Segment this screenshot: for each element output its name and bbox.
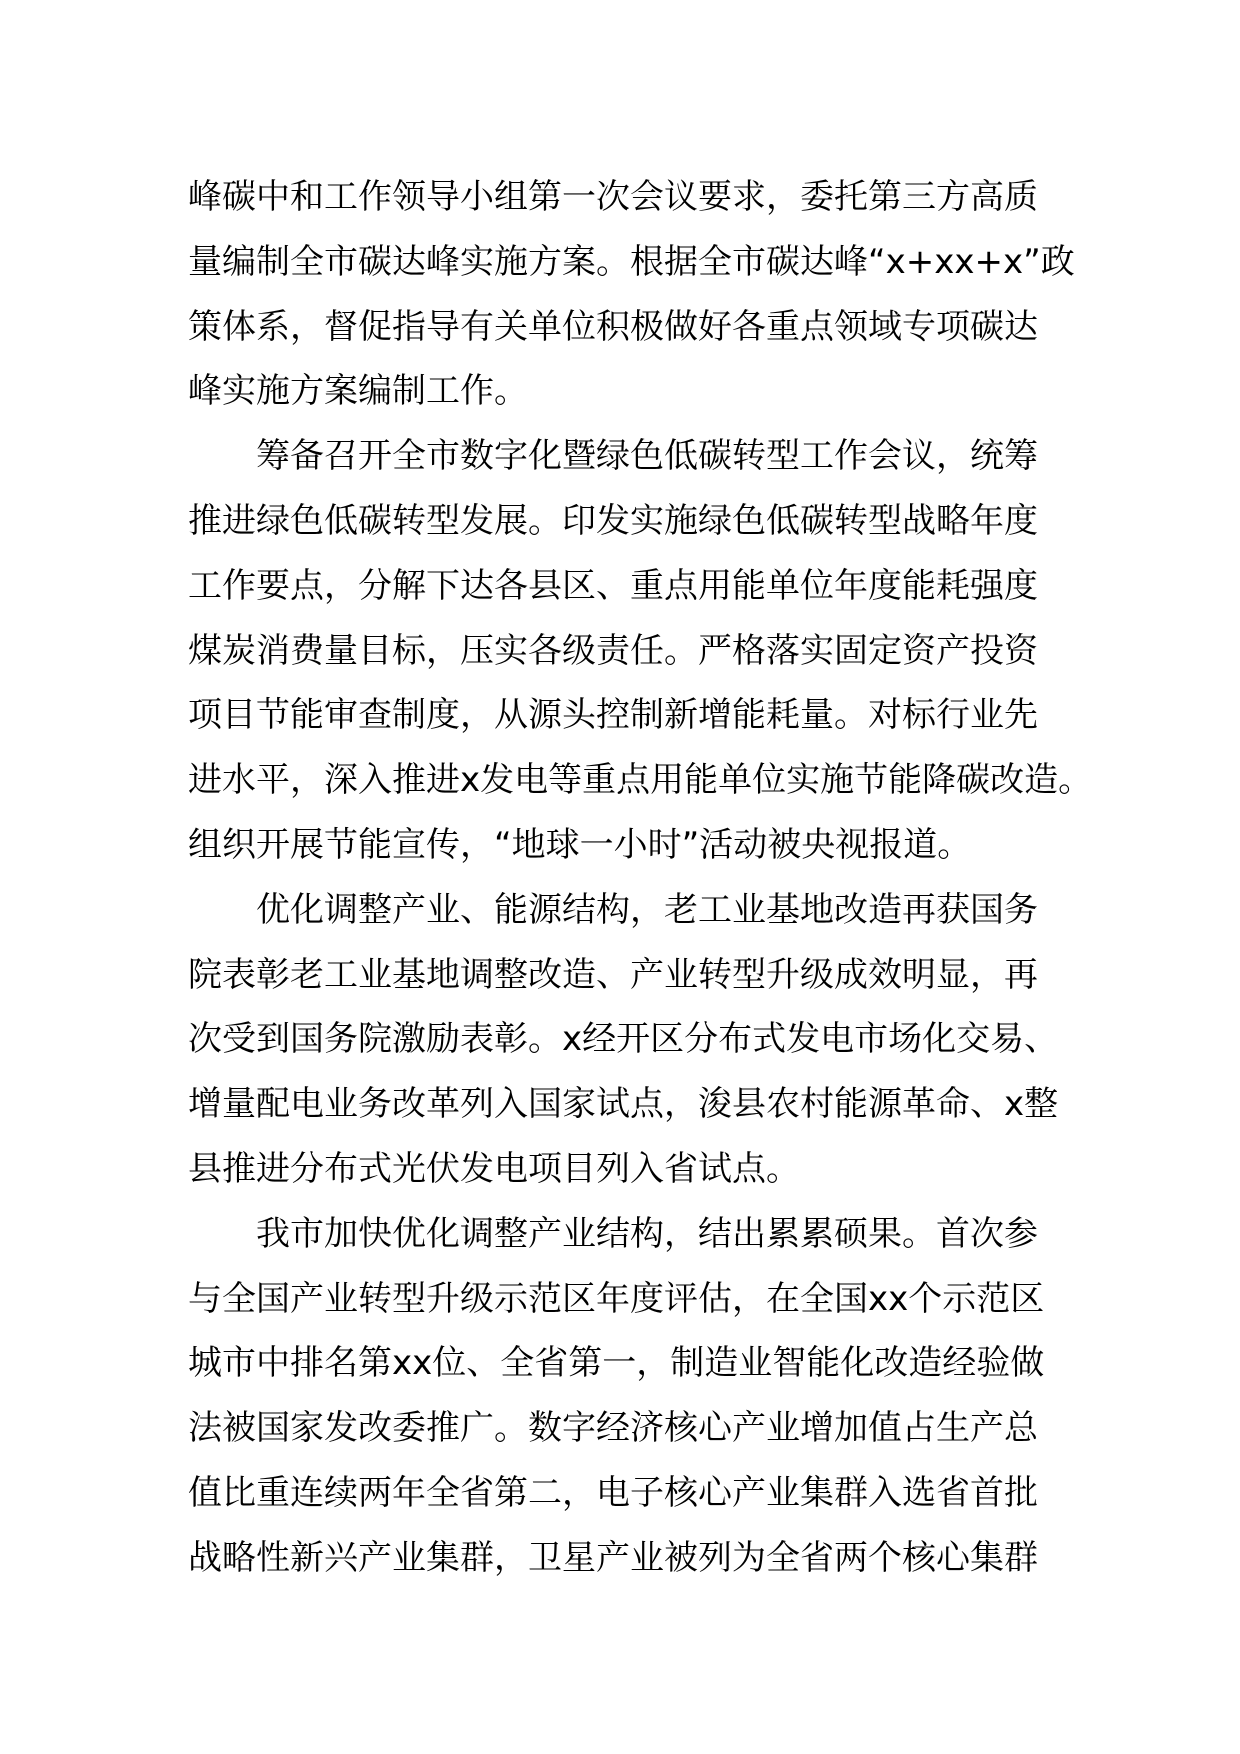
text-line: 院表彰老工业基地调整改造、产业转型升级成效明显，再 (188, 954, 1038, 995)
text-line: 县推进分布式光伏发电项目列入省试点。 (188, 1148, 800, 1189)
text-line: 项目节能审查制度，从源头控制新增能耗量。对标行业先 (188, 695, 1038, 736)
text-line: 法被国家发改委推广。数字经济核心产业增加值占生产总 (188, 1408, 1038, 1449)
text-line: 次受到国务院激励表彰。x经开区分布式发电市场化交易、 (188, 1019, 1059, 1060)
text-line: 城市中排名第xx位、全省第一，制造业智能化改造经验做 (188, 1343, 1045, 1384)
text-line: 战略性新兴产业集群，卫星产业被列为全省两个核心集群 (188, 1537, 1038, 1578)
text-line: 与全国产业转型升级示范区年度评估，在全国xx个示范区 (188, 1278, 1045, 1319)
text-line: 推进绿色低碳转型发展。印发实施绿色低碳转型战略年度 (188, 500, 1038, 541)
paragraph-first-line: 筹备召开全市数字化暨绿色低碳转型工作会议，统筹 (256, 436, 1038, 477)
text-line: 增量配电业务改革列入国家试点，浚县农村能源革命、x整 (188, 1084, 1059, 1125)
paragraph-first-line: 我市加快优化调整产业结构，结出累累硕果。首次参 (256, 1213, 1038, 1254)
text-line: 值比重连续两年全省第二，电子核心产业集群入选省首批 (188, 1472, 1038, 1513)
document-body (188, 165, 1093, 1591)
text-line: 进水平，深入推进x发电等重点用能单位实施节能降碳改造。 (188, 760, 1093, 801)
text-line: 峰碳中和工作领导小组第一次会议要求，委托第三方高质 (188, 177, 1038, 217)
text-line: 策体系，督促指导有关单位积极做好各重点领域专项碳达 (188, 306, 1038, 347)
text-line: 量编制全市碳达峰实施方案。根据全市碳达峰“x+xx+x”政 (188, 241, 1075, 282)
paragraph-first-line: 优化调整产业、能源结构，老工业基地改造再获国务 (256, 889, 1038, 930)
text-line: 工作要点，分解下达各县区、重点用能单位年度能耗强度 (188, 565, 1038, 606)
text-line: 组织开展节能宣传，“地球一小时”活动被央视报道。 (188, 824, 972, 865)
text-line: 峰实施方案编制工作。 (188, 371, 528, 412)
text-line: 煤炭消费量目标，压实各级责任。严格落实固定资产投资 (188, 630, 1038, 671)
